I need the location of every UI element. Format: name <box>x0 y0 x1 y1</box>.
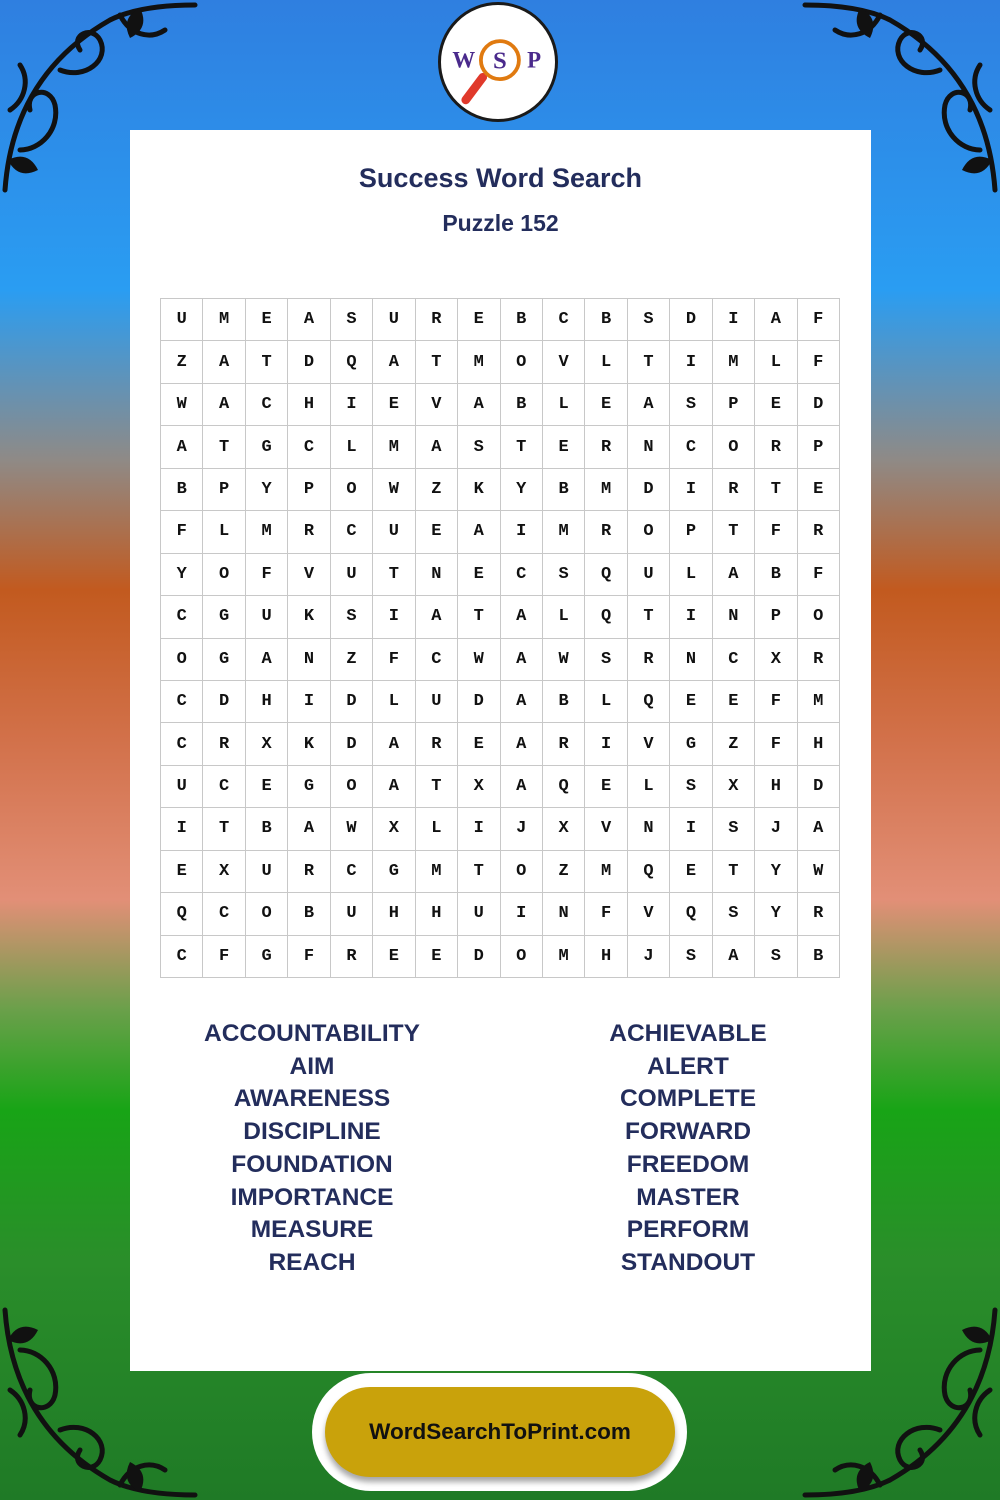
grid-cell[interactable]: D <box>288 341 330 383</box>
grid-cell[interactable]: M <box>585 851 627 893</box>
grid-cell[interactable]: U <box>373 511 415 553</box>
grid-cell[interactable]: Y <box>161 554 203 596</box>
grid-cell[interactable]: P <box>713 384 755 426</box>
grid-cell[interactable]: V <box>585 808 627 850</box>
grid-cell[interactable]: E <box>543 426 585 468</box>
grid-cell[interactable]: F <box>798 341 840 383</box>
grid-cell[interactable]: T <box>755 469 797 511</box>
grid-cell[interactable]: C <box>331 851 373 893</box>
grid-cell[interactable]: B <box>543 681 585 723</box>
grid-cell[interactable]: O <box>501 851 543 893</box>
grid-cell[interactable]: P <box>755 596 797 638</box>
grid-cell[interactable]: S <box>628 299 670 341</box>
grid-cell[interactable]: R <box>543 723 585 765</box>
grid-cell[interactable]: Q <box>543 766 585 808</box>
grid-cell[interactable]: C <box>161 596 203 638</box>
grid-cell[interactable]: K <box>458 469 500 511</box>
grid-cell[interactable]: F <box>203 936 245 978</box>
grid-cell[interactable]: O <box>161 639 203 681</box>
grid-cell[interactable]: A <box>288 299 330 341</box>
word-list-item: COMPLETE <box>619 1085 757 1113</box>
grid-cell[interactable]: B <box>501 384 543 426</box>
grid-cell[interactable]: C <box>501 554 543 596</box>
grid-cell[interactable]: O <box>246 893 288 935</box>
grid-cell[interactable]: K <box>288 723 330 765</box>
grid-cell[interactable]: P <box>288 469 330 511</box>
grid-cell[interactable]: S <box>670 936 712 978</box>
grid-cell[interactable]: E <box>416 511 458 553</box>
grid-cell[interactable]: M <box>798 681 840 723</box>
grid-cell[interactable]: U <box>458 893 500 935</box>
grid-cell[interactable]: V <box>628 893 670 935</box>
grid-cell[interactable]: L <box>373 681 415 723</box>
grid-cell[interactable]: U <box>373 299 415 341</box>
grid-cell[interactable]: I <box>458 808 500 850</box>
grid-cell[interactable]: T <box>373 554 415 596</box>
grid-cell[interactable]: D <box>331 723 373 765</box>
grid-cell[interactable]: G <box>670 723 712 765</box>
grid-cell[interactable]: L <box>585 341 627 383</box>
grid-cell[interactable]: I <box>373 596 415 638</box>
grid-cell[interactable]: E <box>585 384 627 426</box>
word-list-item: ACHIEVABLE <box>609 1020 767 1047</box>
grid-cell[interactable]: C <box>161 681 203 723</box>
grid-cell[interactable]: D <box>798 766 840 808</box>
word-list-item: ALERT <box>647 1052 729 1080</box>
magnifier-handle <box>466 77 483 100</box>
grid-cell[interactable]: A <box>501 766 543 808</box>
grid-cell[interactable]: F <box>755 681 797 723</box>
grid-cell[interactable]: M <box>543 511 585 553</box>
word-list-right <box>528 1018 848 1280</box>
grid-cell[interactable]: H <box>755 766 797 808</box>
grid-cell[interactable]: O <box>501 341 543 383</box>
grid-cell[interactable]: R <box>288 511 330 553</box>
grid-cell[interactable]: A <box>713 936 755 978</box>
grid-cell[interactable]: E <box>755 384 797 426</box>
wsp-logo[interactable] <box>438 2 558 122</box>
grid-cell[interactable]: Z <box>543 851 585 893</box>
grid-cell[interactable]: E <box>246 299 288 341</box>
grid-cell[interactable]: G <box>203 639 245 681</box>
grid-cell[interactable]: D <box>458 936 500 978</box>
letter-grid[interactable] <box>160 298 840 978</box>
grid-cell[interactable]: C <box>288 426 330 468</box>
grid-cell[interactable]: A <box>501 596 543 638</box>
grid-cell[interactable]: R <box>331 936 373 978</box>
grid-cell[interactable]: I <box>501 511 543 553</box>
grid-cell[interactable]: Q <box>331 341 373 383</box>
grid-cell[interactable]: R <box>288 851 330 893</box>
grid-cell[interactable]: O <box>628 511 670 553</box>
puzzle-panel <box>130 130 871 1371</box>
grid-cell[interactable]: I <box>670 808 712 850</box>
grid-cell[interactable]: L <box>203 511 245 553</box>
grid-cell[interactable]: P <box>798 426 840 468</box>
grid-cell[interactable]: T <box>501 426 543 468</box>
puzzle-number: Puzzle 152 <box>442 210 559 236</box>
grid-cell[interactable]: F <box>373 639 415 681</box>
word-list-item: FREEDOM <box>626 1150 750 1178</box>
grid-cell[interactable]: L <box>755 341 797 383</box>
grid-cell[interactable]: Y <box>755 893 797 935</box>
grid-cell[interactable]: X <box>373 808 415 850</box>
word-list-item: AIM <box>289 1052 335 1080</box>
grid-cell[interactable]: Q <box>628 681 670 723</box>
grid-cell[interactable]: S <box>713 893 755 935</box>
grid-cell[interactable]: Q <box>585 596 627 638</box>
grid-cell[interactable]: A <box>373 723 415 765</box>
grid-cell[interactable]: C <box>161 936 203 978</box>
grid-cell[interactable]: V <box>288 554 330 596</box>
grid-cell[interactable]: M <box>713 341 755 383</box>
grid-cell[interactable]: S <box>670 766 712 808</box>
grid-cell[interactable]: R <box>798 511 840 553</box>
grid-cell[interactable]: Q <box>670 893 712 935</box>
grid-cell[interactable]: M <box>585 469 627 511</box>
grid-cell[interactable]: I <box>713 299 755 341</box>
word-list-item: IMPORTANCE <box>230 1183 394 1211</box>
grid-cell[interactable]: P <box>670 511 712 553</box>
grid-cell[interactable]: X <box>755 639 797 681</box>
grid-cell[interactable]: A <box>501 639 543 681</box>
grid-cell[interactable]: A <box>203 384 245 426</box>
grid-cell[interactable]: A <box>798 808 840 850</box>
grid-cell[interactable]: U <box>161 766 203 808</box>
grid-cell[interactable]: D <box>670 299 712 341</box>
grid-cell[interactable]: H <box>585 936 627 978</box>
grid-cell[interactable]: H <box>798 723 840 765</box>
grid-cell[interactable]: E <box>458 554 500 596</box>
grid-cell[interactable]: O <box>798 596 840 638</box>
grid-cell[interactable]: E <box>458 723 500 765</box>
word-list-item: FOUNDATION <box>231 1150 393 1178</box>
grid-cell[interactable]: P <box>203 469 245 511</box>
grid-cell[interactable]: E <box>670 681 712 723</box>
grid-cell[interactable]: U <box>628 554 670 596</box>
grid-cell[interactable]: R <box>416 723 458 765</box>
grid-cell[interactable]: I <box>331 384 373 426</box>
grid-cell[interactable]: X <box>458 766 500 808</box>
grid-cell[interactable]: C <box>543 299 585 341</box>
grid-cell[interactable]: R <box>203 723 245 765</box>
grid-cell[interactable]: S <box>458 426 500 468</box>
grid-cell[interactable]: C <box>203 893 245 935</box>
grid-cell[interactable]: L <box>585 681 627 723</box>
grid-cell[interactable]: K <box>288 596 330 638</box>
grid-cell[interactable]: J <box>755 808 797 850</box>
grid-cell[interactable]: Y <box>501 469 543 511</box>
grid-cell[interactable]: U <box>161 299 203 341</box>
grid-cell[interactable]: I <box>288 681 330 723</box>
grid-cell[interactable]: A <box>458 384 500 426</box>
grid-cell[interactable]: J <box>628 936 670 978</box>
grid-cell[interactable]: U <box>246 596 288 638</box>
grid-cell[interactable]: C <box>416 639 458 681</box>
grid-cell[interactable]: T <box>713 511 755 553</box>
grid-cell[interactable]: C <box>331 511 373 553</box>
grid-cell[interactable]: O <box>331 469 373 511</box>
grid-cell[interactable]: F <box>246 554 288 596</box>
logo-letter-s: S <box>493 47 507 75</box>
grid-cell[interactable]: I <box>670 469 712 511</box>
grid-cell[interactable]: M <box>373 426 415 468</box>
grid-cell[interactable]: A <box>458 511 500 553</box>
grid-cell[interactable]: N <box>713 596 755 638</box>
grid-cell[interactable]: H <box>373 893 415 935</box>
grid-cell[interactable]: L <box>543 384 585 426</box>
grid-cell[interactable]: H <box>246 681 288 723</box>
word-list-left <box>152 1018 472 1280</box>
grid-cell[interactable]: F <box>798 554 840 596</box>
grid-cell[interactable]: I <box>585 723 627 765</box>
grid-cell[interactable]: N <box>543 893 585 935</box>
grid-cell[interactable]: F <box>585 893 627 935</box>
grid-cell[interactable]: R <box>585 426 627 468</box>
grid-cell[interactable]: C <box>246 384 288 426</box>
grid-cell[interactable]: I <box>670 596 712 638</box>
grid-cell[interactable]: W <box>161 384 203 426</box>
grid-cell[interactable]: V <box>543 341 585 383</box>
word-list-item: PERFORM <box>626 1216 750 1244</box>
grid-cell[interactable]: A <box>501 681 543 723</box>
grid-cell[interactable]: Q <box>585 554 627 596</box>
grid-cell[interactable]: A <box>416 596 458 638</box>
grid-cell[interactable]: S <box>713 808 755 850</box>
grid-cell[interactable]: S <box>331 299 373 341</box>
grid-cell[interactable]: R <box>628 639 670 681</box>
grid-cell[interactable]: G <box>288 766 330 808</box>
grid-cell[interactable]: Z <box>416 469 458 511</box>
grid-cell[interactable]: N <box>628 808 670 850</box>
grid-cell[interactable]: B <box>755 554 797 596</box>
grid-cell[interactable]: O <box>501 936 543 978</box>
grid-cell[interactable]: A <box>246 639 288 681</box>
grid-cell[interactable]: S <box>331 596 373 638</box>
word-list-item: MASTER <box>636 1183 740 1211</box>
grid-cell[interactable]: H <box>416 893 458 935</box>
page-title: Success Word Search <box>358 163 643 193</box>
grid-cell[interactable]: W <box>798 851 840 893</box>
grid-cell[interactable]: B <box>501 299 543 341</box>
grid-cell[interactable]: S <box>670 384 712 426</box>
grid-cell[interactable]: R <box>798 639 840 681</box>
grid-cell[interactable]: E <box>798 469 840 511</box>
grid-cell[interactable]: A <box>161 426 203 468</box>
grid-cell[interactable]: M <box>543 936 585 978</box>
grid-cell[interactable]: R <box>755 426 797 468</box>
logo-letter-p: P <box>527 47 542 73</box>
grid-cell[interactable]: T <box>628 341 670 383</box>
grid-cell[interactable]: I <box>161 808 203 850</box>
grid-cell[interactable]: Q <box>161 893 203 935</box>
grid-cell[interactable]: S <box>543 554 585 596</box>
grid-cell[interactable]: T <box>713 851 755 893</box>
grid-cell[interactable]: U <box>331 554 373 596</box>
grid-cell[interactable]: X <box>203 851 245 893</box>
grid-cell[interactable]: H <box>288 384 330 426</box>
grid-cell[interactable]: N <box>628 426 670 468</box>
grid-cell[interactable]: W <box>543 639 585 681</box>
grid-cell[interactable]: U <box>416 681 458 723</box>
grid-cell[interactable]: T <box>628 596 670 638</box>
grid-cell[interactable]: A <box>373 766 415 808</box>
word-list-item: AWARENESS <box>233 1085 391 1113</box>
grid-cell[interactable]: Q <box>628 851 670 893</box>
grid-cell[interactable]: A <box>203 341 245 383</box>
grid-cell[interactable]: G <box>203 596 245 638</box>
grid-cell[interactable]: E <box>585 766 627 808</box>
grid-cell[interactable]: Y <box>246 469 288 511</box>
grid-cell[interactable]: B <box>161 469 203 511</box>
grid-cell[interactable]: F <box>161 511 203 553</box>
word-list-item: STANDOUT <box>620 1248 756 1276</box>
word-list-item: REACH <box>268 1248 356 1276</box>
grid-cell[interactable]: R <box>585 511 627 553</box>
grid-cell[interactable]: D <box>628 469 670 511</box>
grid-cell[interactable]: U <box>331 893 373 935</box>
grid-cell[interactable]: B <box>246 808 288 850</box>
grid-cell[interactable]: A <box>416 426 458 468</box>
grid-cell[interactable]: C <box>713 639 755 681</box>
grid-cell[interactable]: B <box>543 469 585 511</box>
grid-cell[interactable]: A <box>288 808 330 850</box>
grid-cell[interactable]: G <box>246 936 288 978</box>
grid-cell[interactable]: I <box>670 341 712 383</box>
grid-cell[interactable]: D <box>798 384 840 426</box>
grid-cell[interactable]: A <box>373 341 415 383</box>
word-list-item: ACCOUNTABILITY <box>204 1020 420 1047</box>
grid-cell[interactable]: Y <box>755 851 797 893</box>
grid-cell[interactable]: T <box>246 341 288 383</box>
grid-cell[interactable]: L <box>628 766 670 808</box>
website-link[interactable] <box>325 1387 675 1477</box>
logo-letter-w: W <box>452 47 476 73</box>
grid-cell[interactable]: G <box>246 426 288 468</box>
grid-cell[interactable]: T <box>458 596 500 638</box>
grid-cell[interactable]: F <box>288 936 330 978</box>
word-list-item: FORWARD <box>624 1118 752 1146</box>
grid-cell[interactable]: B <box>288 893 330 935</box>
grid-cell[interactable]: B <box>798 936 840 978</box>
grid-cell[interactable]: E <box>161 851 203 893</box>
grid-cell[interactable]: F <box>755 511 797 553</box>
grid-cell[interactable]: C <box>161 723 203 765</box>
grid-cell[interactable]: Z <box>161 341 203 383</box>
grid-cell[interactable]: U <box>246 851 288 893</box>
grid-cell[interactable]: A <box>755 299 797 341</box>
grid-cell[interactable]: A <box>713 554 755 596</box>
grid-cell[interactable]: J <box>501 808 543 850</box>
grid-cell[interactable]: X <box>246 723 288 765</box>
grid-cell[interactable]: R <box>798 893 840 935</box>
word-list-item: MEASURE <box>250 1216 374 1244</box>
grid-cell[interactable]: F <box>798 299 840 341</box>
grid-cell[interactable]: V <box>628 723 670 765</box>
grid-cell[interactable]: X <box>543 808 585 850</box>
grid-cell[interactable]: Z <box>713 723 755 765</box>
grid-cell[interactable]: M <box>416 851 458 893</box>
grid-cell[interactable]: M <box>458 341 500 383</box>
grid-cell[interactable]: W <box>331 808 373 850</box>
grid-cell[interactable]: M <box>203 299 245 341</box>
grid-cell[interactable]: G <box>373 851 415 893</box>
grid-cell[interactable]: I <box>501 893 543 935</box>
grid-cell[interactable]: E <box>670 851 712 893</box>
grid-cell[interactable]: W <box>458 639 500 681</box>
grid-cell[interactable]: T <box>203 808 245 850</box>
grid-cell[interactable]: L <box>331 426 373 468</box>
grid-cell[interactable]: C <box>670 426 712 468</box>
grid-cell[interactable]: B <box>585 299 627 341</box>
grid-cell[interactable]: V <box>416 384 458 426</box>
grid-cell[interactable]: L <box>670 554 712 596</box>
grid-cell[interactable]: W <box>373 469 415 511</box>
grid-cell[interactable]: F <box>755 723 797 765</box>
grid-cell[interactable]: A <box>501 723 543 765</box>
website-label: WordSearchToPrint.com <box>369 1419 631 1444</box>
grid-cell[interactable]: D <box>203 681 245 723</box>
grid-cell[interactable]: E <box>373 384 415 426</box>
grid-cell[interactable]: M <box>246 511 288 553</box>
grid-cell[interactable]: O <box>331 766 373 808</box>
grid-cell[interactable]: L <box>416 808 458 850</box>
grid-cell[interactable]: N <box>670 639 712 681</box>
grid-cell[interactable]: T <box>203 426 245 468</box>
grid-cell[interactable]: T <box>458 851 500 893</box>
grid-cell[interactable]: T <box>416 341 458 383</box>
grid-cell[interactable]: E <box>458 299 500 341</box>
grid-cell[interactable]: D <box>331 681 373 723</box>
grid-cell[interactable]: L <box>543 596 585 638</box>
grid-cell[interactable]: S <box>755 936 797 978</box>
grid-cell[interactable]: E <box>416 936 458 978</box>
grid-cell[interactable]: N <box>288 639 330 681</box>
grid-cell[interactable]: T <box>416 766 458 808</box>
grid-cell[interactable]: D <box>458 681 500 723</box>
grid-cell[interactable]: E <box>713 681 755 723</box>
grid-cell[interactable]: R <box>416 299 458 341</box>
grid-cell[interactable]: E <box>373 936 415 978</box>
word-list-item: DISCIPLINE <box>243 1118 381 1146</box>
grid-cell[interactable]: O <box>203 554 245 596</box>
grid-cell[interactable]: Z <box>331 639 373 681</box>
grid-cell[interactable]: X <box>713 766 755 808</box>
grid-cell[interactable]: E <box>246 766 288 808</box>
grid-cell[interactable]: A <box>628 384 670 426</box>
grid-cell[interactable]: O <box>713 426 755 468</box>
grid-cell[interactable]: N <box>416 554 458 596</box>
grid-cell[interactable]: C <box>203 766 245 808</box>
grid-cell[interactable]: S <box>585 639 627 681</box>
grid-cell[interactable]: R <box>713 469 755 511</box>
